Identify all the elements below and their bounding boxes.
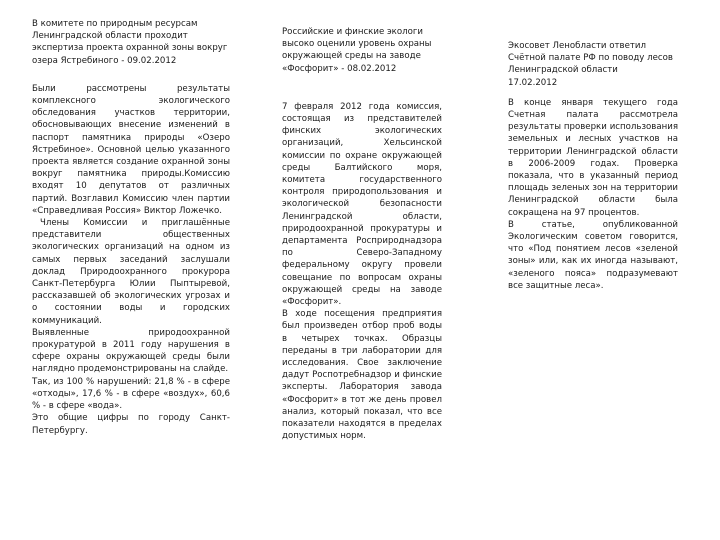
- article-3-heading: [508, 40, 678, 89]
- article-1-paragraph: Это общие цифры по городу Санкт-Петербургу.: [32, 413, 230, 436]
- article-1-paragraph: Выявленные природоохранной прокуратурой в 2011 году нарушения в сфере охраны окружающей среды были наглядно продемонстрированы на слайде.: [32, 327, 230, 375]
- article-3-date: 17.02.2012: [508, 77, 558, 88]
- article-2-paragraph: 7 февраля 2012 года комиссия, состоящая из представителей финских экологических организаций, Хельсинской комиссии по охране окружающей среды Балтийского моря, комитета государственного контроля природопользования и экологической безопасности Ленинградской области, природоохранной прокуратуры и департамента Росприроднадзора по Северо-Западному федеральному округу провели совещание по вопросам охраны окружающей среды на заводе «Фосфорит».: [282, 101, 442, 308]
- article-column-1: [32, 18, 230, 540]
- article-1-heading: В комитете по природным ресурсам Ленинградской области проходит экспертиза проекта охранной зоны вокруг озера Ястребиного - 09.02.2012: [32, 19, 228, 66]
- article-1-paragraph: Были рассмотрены результаты комплексного экологического обследования участков территории, обосновывающих внесение изменений в паспорт памятника природы «Озеро Ястребиное». Основной целью указанного проекта является создание охранной зоны вокруг памятника природы.Комиссию входят 10 депутатов от различных партий. Возглавил Комиссию член партии «Справедливая Россия» Виктор Ложечко.: [32, 83, 230, 216]
- article-2-paragraph: В ходе посещения предприятия был произведен отбор проб воды в четырех точках. Образцы переданы в три лаборатории для исследования. Свое заключение дадут Роспотребнадзор и финские эксперты. Лаборатория завода «Фосфорит» в тот же день провел анализ, который показал, что все показатели находятся в пределах допустимых норм.: [282, 309, 442, 442]
- article-3-title: Экосовет Ленобласти ответил Счётной палате РФ по поводу лесов Ленинградской области: [508, 41, 673, 76]
- article-2-heading: Российские и финские экологи высоко оценили уровень охраны окружающей среды на заводе «Фосфорит» - 08.02.2012: [282, 27, 432, 74]
- article-1-paragraph: Так, из 100 % нарушений: 21,8 % - в сфере «отходы», 17,6 % - в сфере «воздух», 60,6 % - в сфере «вода».: [32, 376, 230, 412]
- article-3-paragraph: В конце января текущего года Счетная палата рассмотрела результаты проверки использования земельных и лесных участков на территории Ленинградской области в 2006-2009 годах. Проверка показала, что в указанный период площадь зеленых зон на территории Ленинградской области была сокращена на 97 процентов.: [508, 97, 678, 218]
- article-column-3: [508, 40, 678, 540]
- article-column-2: [282, 26, 442, 540]
- article-3-paragraph: В статье, опубликованной Экологическим советом говорится, что «Под понятием лесов «зеленой зоны» или, как их иногда называют, «зеленого пояса» подразумевают все защитные леса».: [508, 219, 678, 291]
- article-1-paragraph: Члены Комиссии и приглашённые представители общественных экологических организаций на одном из самых первых заседаний заслушали доклад Природоохранного прокурора Санкт-Петербурга Юлии Пыптыревой, рассказавшей об экологических угрозах и о состоянии воды и городских коммуникаций.: [32, 218, 230, 326]
